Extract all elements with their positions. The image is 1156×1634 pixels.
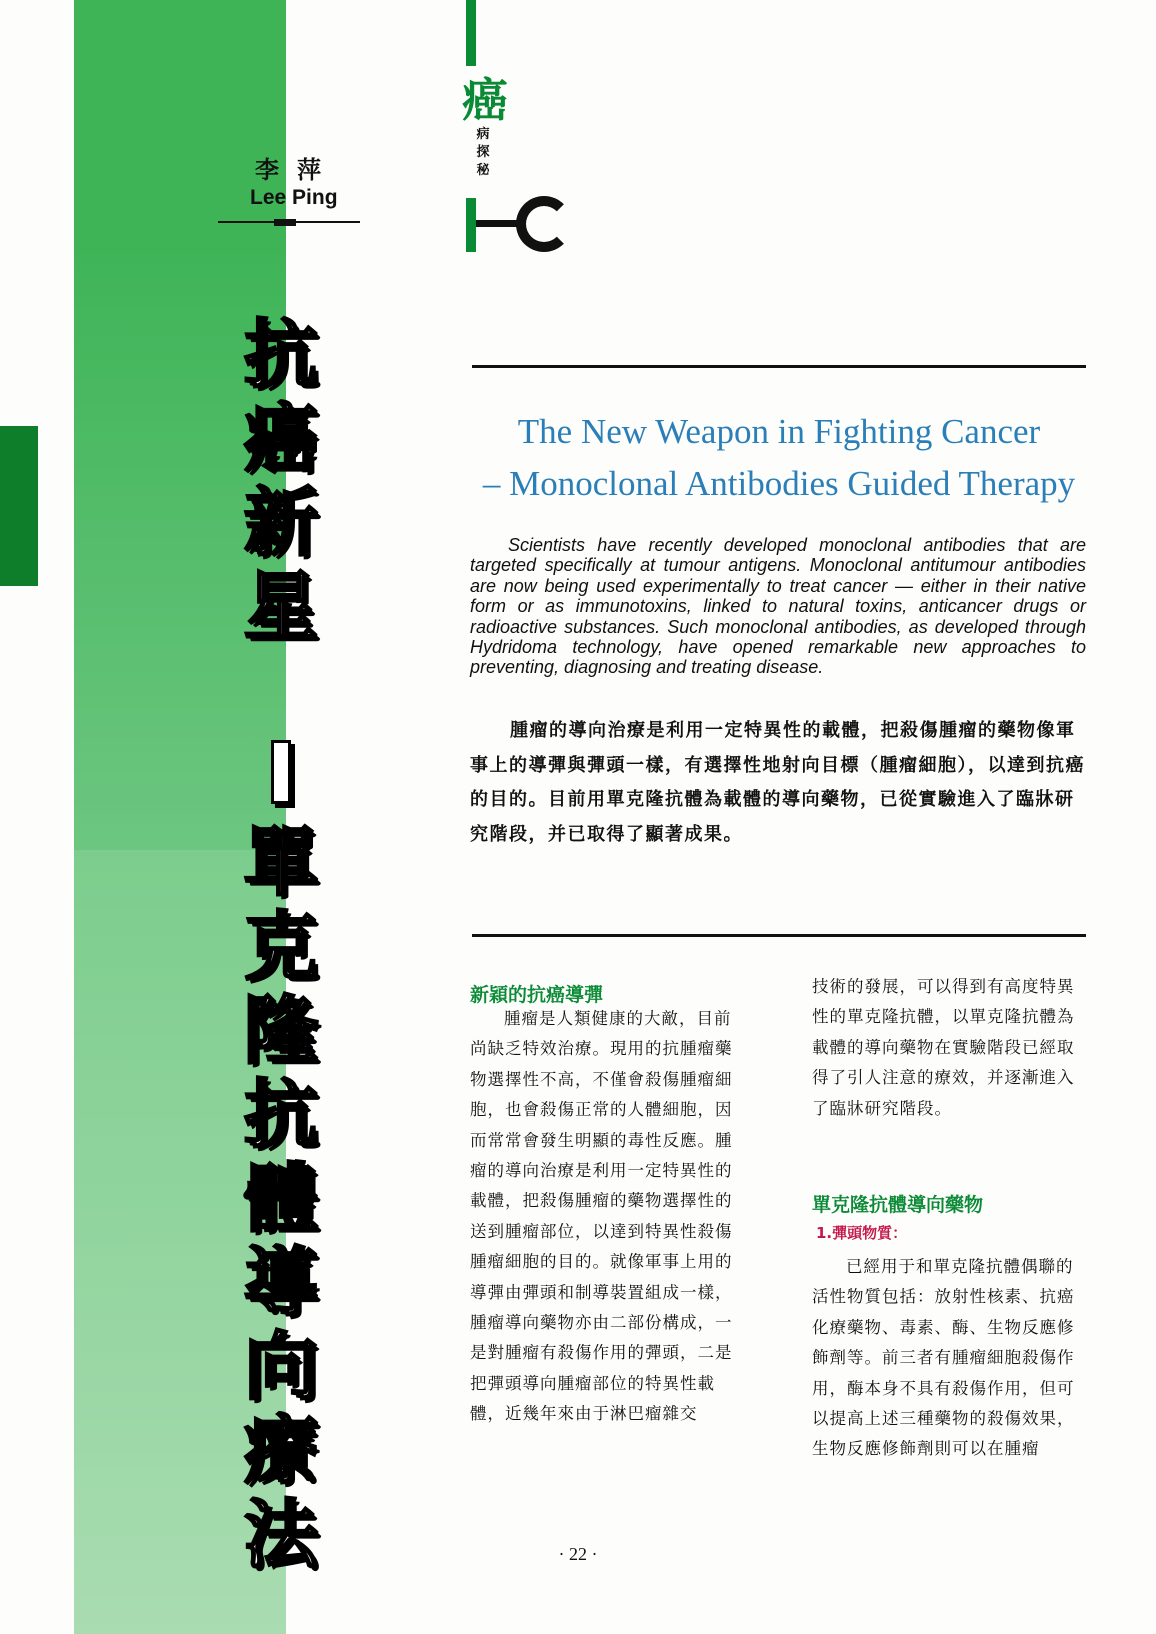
- section1-continued-paragraph: 技術的發展，可以得到有高度特異性的單克隆抗體，以單克隆抗體為載體的導向藥物在實驗階段已經取得了引人注意的療效，并逐漸進入了臨牀研究階段。: [812, 977, 1075, 1118]
- top-rule: [472, 365, 1086, 368]
- chinese-summary: 腫瘤的導向治療是利用一定特異性的載體，把殺傷腫瘤的藥物像軍事上的導彈與彈頭一樣，有選擇性地射向目標（腫瘤細胞），以達到抗癌的目的。目前用單克隆抗體為載體的導向藥物，已從實驗進入了臨牀研究階段，并已取得了顯著成果。: [470, 720, 1085, 845]
- section2-paragraph: 已經用于和單克隆抗體偶聯的活性物質包括：放射性核素、抗癌化療藥物、毒素、酶、生物反應修飾劑等。前三者有腫瘤細胞殺傷作用，酶本身不具有殺傷作用，但可以提高上述三種藥物的殺傷效果，生物反應修飾劑則可以在腫瘤: [812, 1257, 1075, 1459]
- title-dash: [271, 740, 291, 804]
- column-header-char: 癌: [462, 73, 508, 127]
- section2-subheading: 1.彈頭物質：: [816, 1224, 908, 1242]
- title-char: 療: [244, 1408, 318, 1494]
- title-char: 克: [244, 904, 318, 990]
- title-char: 抗: [244, 1072, 318, 1158]
- column-header-sub-char: 病: [476, 127, 490, 142]
- title-char: 向: [244, 1324, 318, 1410]
- main-title-line2: [236, 738, 326, 1582]
- column-logo-bar: [466, 198, 476, 252]
- page-number: · 22 ·: [558, 1544, 598, 1564]
- section1-continued: [812, 972, 1086, 1124]
- title-char: 新: [244, 480, 318, 566]
- title-char: 法: [244, 1492, 318, 1578]
- column-logo-h: [476, 220, 520, 227]
- section1-heading: 新穎的抗癌導彈: [470, 984, 604, 1006]
- middle-rule: [472, 934, 1086, 937]
- section1-body: [470, 1004, 744, 1430]
- title-char: 癌: [244, 396, 318, 482]
- title-char: 體: [244, 1156, 318, 1242]
- author-name-en: Lee Ping: [250, 186, 338, 209]
- title-char: 抗: [244, 312, 318, 398]
- title-char: 隆: [244, 988, 318, 1074]
- column-header-bar-top: [466, 0, 476, 66]
- english-title-line1: The New Weapon in Fighting Cancer: [517, 412, 1041, 451]
- green-band-top: [74, 0, 286, 250]
- title-char: 導: [244, 1240, 318, 1326]
- title-char: 星: [244, 564, 318, 650]
- column-logo-c: [516, 196, 572, 252]
- title-char: 單: [244, 820, 318, 906]
- edge-tab: [0, 426, 38, 586]
- column-header-sub-char: 探: [476, 145, 490, 160]
- english-title: [472, 406, 1086, 510]
- section1-paragraph: 腫瘤是人類健康的大敵，目前尚缺乏特效治療。現用的抗腫瘤藥物選擇性不高，不僅會殺傷腫瘤細胞，也會殺傷正常的人體細胞，因而常常會發生明顯的毒性反應。腫瘤的導向治療是利用一定特異性的載體，把殺傷腫瘤的藥物選擇性的送到腫瘤部位，以達到特異性殺傷腫瘤細胞的目的。就像軍事上用的導彈由彈頭和制導裝置組成一樣，腫瘤導向藥物亦由二部份構成，一是對腫瘤有殺傷作用的彈頭，二是把彈頭導向腫瘤部位的特異性載體，近幾年來由于淋巴瘤雜交: [470, 1009, 733, 1424]
- column-header-sub-char: 秘: [476, 163, 490, 178]
- column-header-sub: [473, 126, 493, 180]
- section2-heading: 單克隆抗體導向藥物: [812, 1194, 984, 1216]
- author-name-cn: 李萍: [255, 156, 339, 184]
- english-title-line2: – Monoclonal Antibodies Guided Therapy: [482, 464, 1076, 503]
- english-abstract: Scientists have recently developed monoclonal antibodies that are targeted specifically at tumour antigens. Monoclonal antitumour antibodies are now being used experimentally to treat cancer — either in their native form or as immunotoxins, linked to natural toxins, anticancer drugs or radioactive substances. Such monoclonal antibodies, as developed through Hydridoma technology, have opened remarkable new approaches to preventing, diagnosing and treating disease.: [470, 535, 1086, 678]
- author-rule-mark: [274, 219, 296, 226]
- main-title-line1: [236, 312, 326, 654]
- section2-body: [812, 1252, 1086, 1465]
